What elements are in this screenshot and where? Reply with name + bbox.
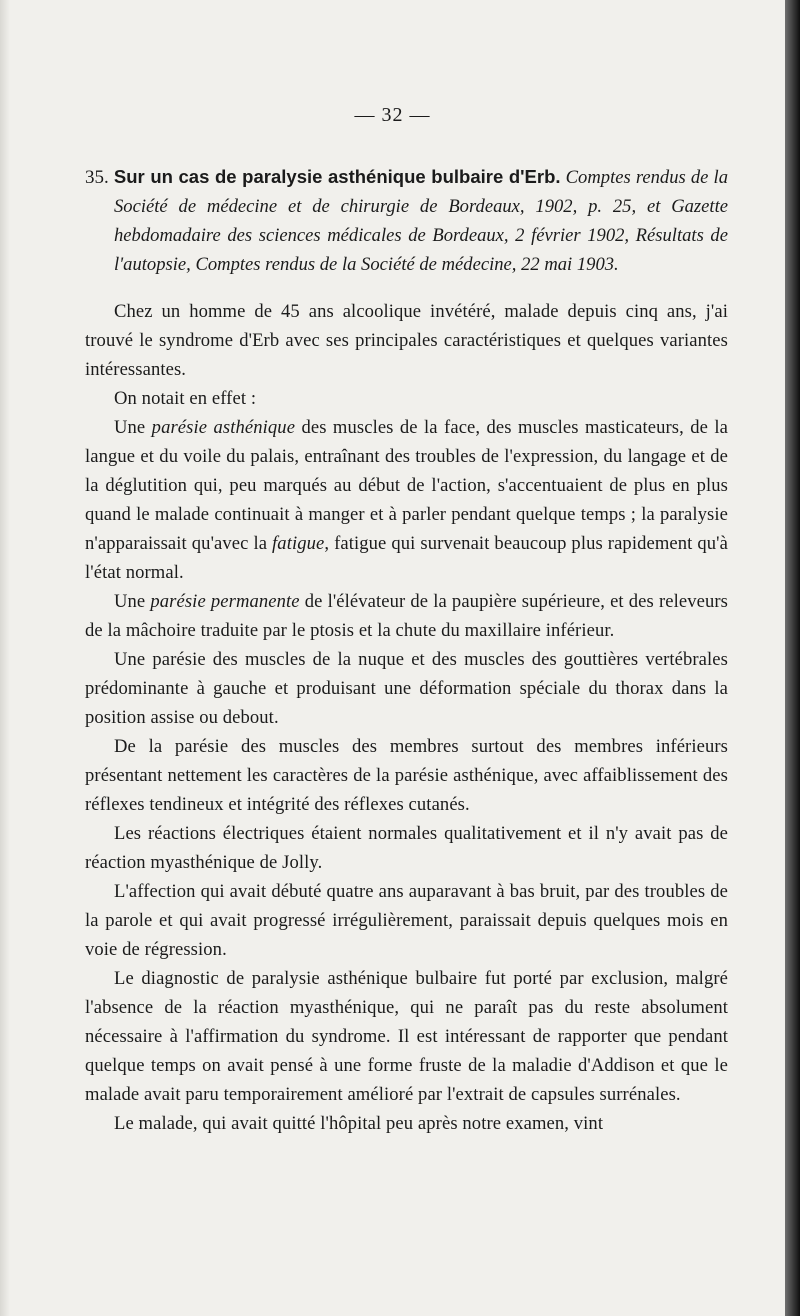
paragraph-6: De la parésie des muscles des membres surtout des membres inférieurs présentant nettement les caractères de la parésie asthénique, avec affaiblissement des réflexes tendineux et intégrité des réflexes cutanés. <box>85 736 728 815</box>
paragraph-4: Une parésie permanente de l'élévateur de la paupière supérieure, et des releveurs de la mâchoire traduite par le ptosis et la chute du maxillaire inférieur. <box>85 591 728 641</box>
page-edge-shadow <box>785 0 800 1316</box>
entry-body <box>85 297 728 1138</box>
bibliography-entry <box>85 162 728 279</box>
paragraph-9: Le diagnostic de paralysie asthénique bulbaire fut porté par exclusion, malgré l'absence de la réaction myasthénique, qui ne paraît pas du reste absolument nécessaire à l'affirmation du syndrome. Il est intéressant de rapporter que pendant quelque temps on avait pensé à une forme fruste de la maladie d'Addison et que le malade avait paru temporairement amélioré par l'extrait de capsules surrénales. <box>85 968 728 1105</box>
emphasis-parese-permanente: parésie permanente <box>150 591 300 612</box>
paragraph-8: L'affection qui avait débuté quatre ans auparavant à bas bruit, par des troubles de la parole et qui avait progressé irrégulièrement, paraissait depuis quelques mois en voie de régression. <box>85 881 728 960</box>
paragraph-2: On notait en effet : <box>114 388 257 409</box>
page-number: — 32 — <box>354 104 431 126</box>
entry-title: Sur un cas de paralysie asthénique bulbaire d'Erb. <box>113 166 561 187</box>
entry-citation: Comptes rendus de la Société de médecine et de chirurgie de Bordeaux, 1902, p. 25, et Gazette hebdomadaire des sciences médicales de Bordeaux, 2 février 1902, Résultats de l'autopsie, Comptes rendus de la Société de médecine, 22 mai 1903. <box>114 167 728 275</box>
paragraph-3: Une parésie asthénique des muscles de la face, des muscles masticateurs, de la langue et du voile du palais, entraînant des troubles de l'expression, du langage et de la déglutition qui, peu marqués au début de l'action, s'accentuaient de plus en plus quand le malade continuait à manger et à parler pendant quelque temps ; la paralysie n'apparaissait qu'avec la fatigue, fatigue qui survenait beaucoup plus rapidement qu'à l'état normal. <box>85 417 729 583</box>
paragraph-7: Les réactions électriques étaient normales qualitativement et il n'y avait pas de réaction myasthénique de Jolly. <box>85 823 728 873</box>
entry-number: 35. <box>85 167 109 188</box>
emphasis-fatigue: fatigue <box>272 533 325 554</box>
emphasis-parese-asthenique: parésie asthénique <box>151 417 296 438</box>
page-content <box>85 162 729 1138</box>
paragraph-5: Une parésie des muscles de la nuque et des muscles des gouttières vertébrales prédominante à gauche et produisant une déformation spéciale du thorax dans la position assise ou debout. <box>85 649 728 728</box>
paragraph-10: Le malade, qui avait quitté l'hôpital peu après notre examen, vint <box>114 1113 604 1134</box>
page-gutter-shadow <box>0 0 10 1316</box>
paragraph-1: Chez un homme de 45 ans alcoolique invétéré, malade depuis cinq ans, j'ai trouvé le syndrome d'Erb avec ses principales caractéristiques et quelques variantes intéressantes. <box>85 301 728 380</box>
